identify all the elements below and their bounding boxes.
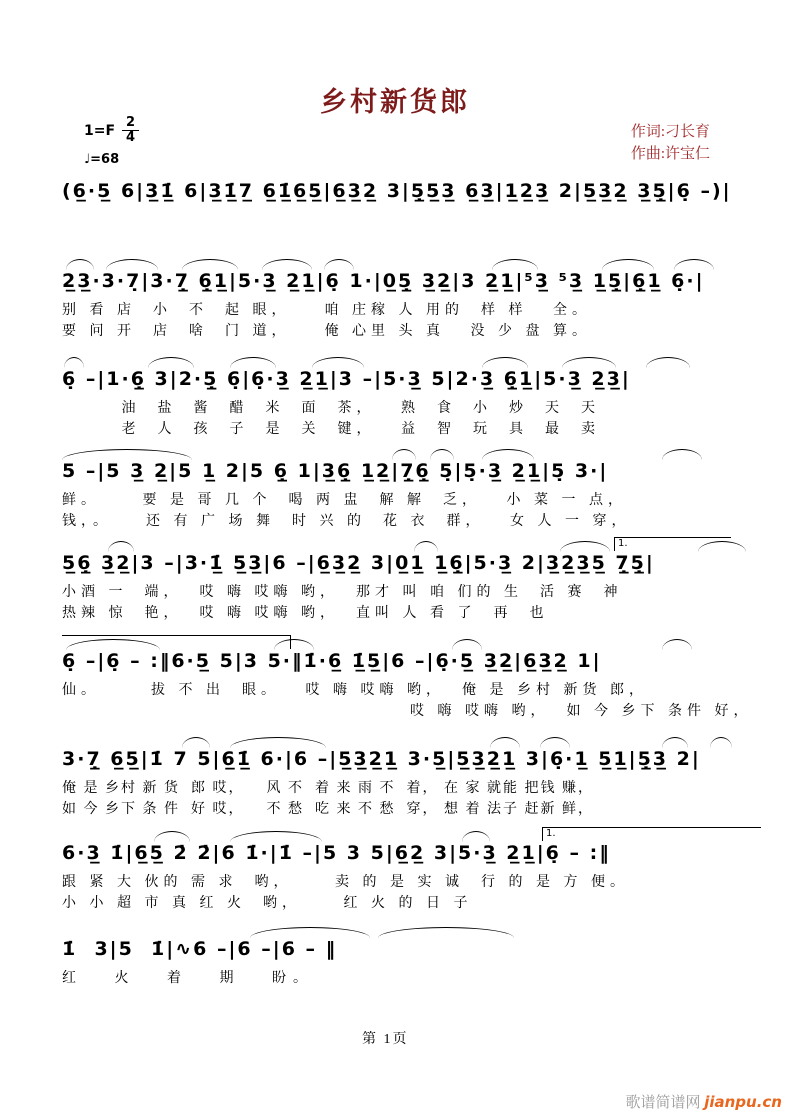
lyrics-line-1: 俺 是 乡村 新 货 郎 哎， 风 不 着 来 雨 不 着， 在 家 就能 把钱 赚， [62,781,594,796]
notation-system-6 [62,636,768,720]
site-watermark [625,1091,782,1112]
watermark-domain: jianpu.cn [704,1093,782,1111]
credits [631,122,710,166]
time-numerator: 2 [122,116,139,131]
lyrics-line-2: 小 小 超 市 真 红 火 哟， 红 火 的 日 子 [62,896,473,911]
slur-arc [312,357,364,368]
composer-credit: 作曲:许宝仁 [630,145,710,162]
slur-arc [540,737,570,748]
slur-arc [602,259,654,270]
song-title: 乡村新货郎 [320,87,470,117]
first-ending-number: 1. [618,538,628,549]
slur-arc [324,259,354,270]
slur-arc [430,449,454,460]
slur-arc [662,449,702,460]
slur-arc [154,831,190,842]
lyrics-line-2: 哎 嗨 哎嗨 哟， 如 今 乡下 条件 好， [410,704,753,719]
slur-arc [452,639,482,650]
quarter-note-icon: ♩ [84,151,91,167]
notation-system-8 [62,828,768,912]
jianpu-notes-line: 3·7̲̣ 6̲5̲|1̇ 7 5|6̲1̲̇ 6·|6 –|5̲3̲2̲1̲ 3·5̲|5̲3̲2̲1̲ 3|6̣·1̲ 5̲1̲|5̲̣3̲ 2| [62,748,701,770]
key-label: 1=F [84,122,116,139]
notation-system-1 [62,166,768,202]
lyrics-line-1: 鲜。 要 是 哥 几 个 喝 两 盅 解 解 乏， 小 菜 一 点， [62,493,627,508]
slur-arc [230,831,322,842]
tie-arc [378,927,514,938]
lyrics-line-2: 老 人 孩 子 是 关 键， 益 智 玩 具 最 卖 [62,422,600,437]
jianpu-notes-line: (6̲·5̲ 6|3̲1̲̇ 6|3̲1̲̇7̲ 6̲1̲̇6̲5̲|6̲3̲2̲ 3|5̲̣5̲3̲ 6̲3̲|1̲2̲3̲ 2|5̲3̲2̲ 3̲5̲̣|6̣ –)| [62,180,732,202]
jianpu-notes-line: 1̇ 3|5 1̇|∿6 –|6 –|6 – ‖ [62,938,338,960]
slur-arc [414,541,438,552]
slur-arc [560,541,610,552]
slur-arc [710,737,732,748]
jianpu-notes-line: 2̲3̲·3·7̣|3·7̲̣ 6̲̣1̲|5·3̲ 2̲1̲|6̣ 1·|0̲5̲̣ 3̲2̲|3 2̲1̲|⁵3̲ ⁵3̲ 1̲5̲̣|6̲̣1̲ 6̣·| [62,270,705,292]
page-number: 第 1页 [362,1032,409,1047]
lyrics-line-1: 油 盐 酱 醋 米 面 茶， 熟 食 小 炒 天 天 [62,401,600,416]
slur-arc [182,737,210,748]
lyricist-credit: 作词:刁长育 [630,124,710,140]
lyrics-line-2: 要 问 开 店 啥 门 道， 俺 心里 头 真 没 少 盘 算。 [62,324,591,339]
slur-arc [662,639,692,650]
slur-arc [64,357,84,368]
lyrics-line-1: 别 看 店 小 不 起 眼， 咱 庄稼 人 用的 样 样 全。 [62,303,591,318]
jianpu-notes-line: 6̣ –|1·6̲̣ 3|2·5̲̣ 6̣|6̣·3̲ 2̲1̲|3 –|5·3̲ 5|2·3̲ 6̲̣1̲|5·3̲ 2̲3̲| [62,368,631,390]
slur-arc [106,259,158,270]
watermark-site-name: 歌谱简谱网 [625,1095,705,1111]
lyrics-line-1: 红 火 着 期 盼。 [62,971,314,986]
lyrics-line-1: 仙。 拔 不 出 眼。 哎 嗨 哎嗨 哟， 俺 是 乡村 新货 郎， [62,683,648,698]
notation-system-7 [62,734,768,818]
slur-arc [230,737,326,748]
notation-system-2 [62,256,768,340]
time-signature [122,116,139,146]
slur-arc [492,259,538,270]
slur-arc [482,449,534,460]
lyrics-line-2: 如 今 乡下 条 件 好 哎， 不 愁 吃 来 不 愁 穿， 想 着 法子 赶新 鲜， [62,802,594,817]
slur-arc [392,449,416,460]
notation-system-5 [62,538,768,622]
slur-arc [148,357,194,368]
jianpu-notes-line: 6·3̲ 1̇|6̲5̲ 2̇ 2̇|6 1̇·|1̇ –|5 3 5|6̲2̲ 3|5·3̲ 2̲1̲|6̣ – :‖ [62,842,611,864]
lyrics-line-2: 热辣 惊 艳， 哎 嗨 哎嗨 哟， 直叫 人 看 了 再 也 [62,606,549,621]
slur-arc [482,357,528,368]
slur-arc [62,449,192,460]
slur-arc [674,259,714,270]
key-time-signature [84,116,139,167]
time-denominator: 4 [126,130,136,146]
slur-arc [262,259,312,270]
tempo-marking: ♩=68 [84,151,120,167]
first-ending-number: 1. [546,828,556,839]
notation-system-4 [62,446,768,530]
slur-arc [562,357,616,368]
tie-arc [250,927,370,938]
slur-arc [462,831,490,842]
lyrics-line-2: 钱，。 还 有 广 场 舞 时 兴 的 花 衣 群， 女 人 一 穿， [62,514,631,529]
lyrics-line-1: 跟 紧 大 伙的 需 求 哟， 卖 的 是 实 诚 行 的 是 方 便。 [62,875,629,890]
slur-arc [662,737,688,748]
slur-arc [230,357,276,368]
slur-arc [182,259,238,270]
first-ending-bracket [542,827,761,841]
jianpu-notes-line: 6̣ –|6̣ – :‖6·5̲ 5|3 5·‖1̇·6̲ 1̲̇5̲|6 –|6̣·5̲ 3̲2̲|6̲3̲2̲ 1| [62,650,602,672]
notation-system-3 [62,354,768,438]
jianpu-notes-line: 5̲6̲̣ 3̲2̲|3 –|3·1̲̇ 5̲3̲|6 –|6̲3̲2̲ 3|0̲1̲ 1̲6̲̣|5·3̲ 2|3̲2̲3̲5̲ 7̲̣5̲̣| [62,552,655,574]
slur-arc [490,737,520,748]
slur-arc [108,541,134,552]
slur-arc [66,259,94,270]
notation-system-9 [62,924,768,987]
lyrics-line-1: 小酒 一 端， 哎 嗨 哎嗨 哟， 那才 叫 咱 们的 生 活 赛 神 [62,585,623,600]
jianpu-notes-line: 5 –|5 3̲ 2̲|5 1̲ 2|5 6̲̣ 1|3̲6̲̣ 1̲2̲|7̲̣6̲̣ 5̣|5̣·3̲ 2̲1̲|5̣ 3·| [62,460,609,482]
slur-arc [646,357,690,368]
